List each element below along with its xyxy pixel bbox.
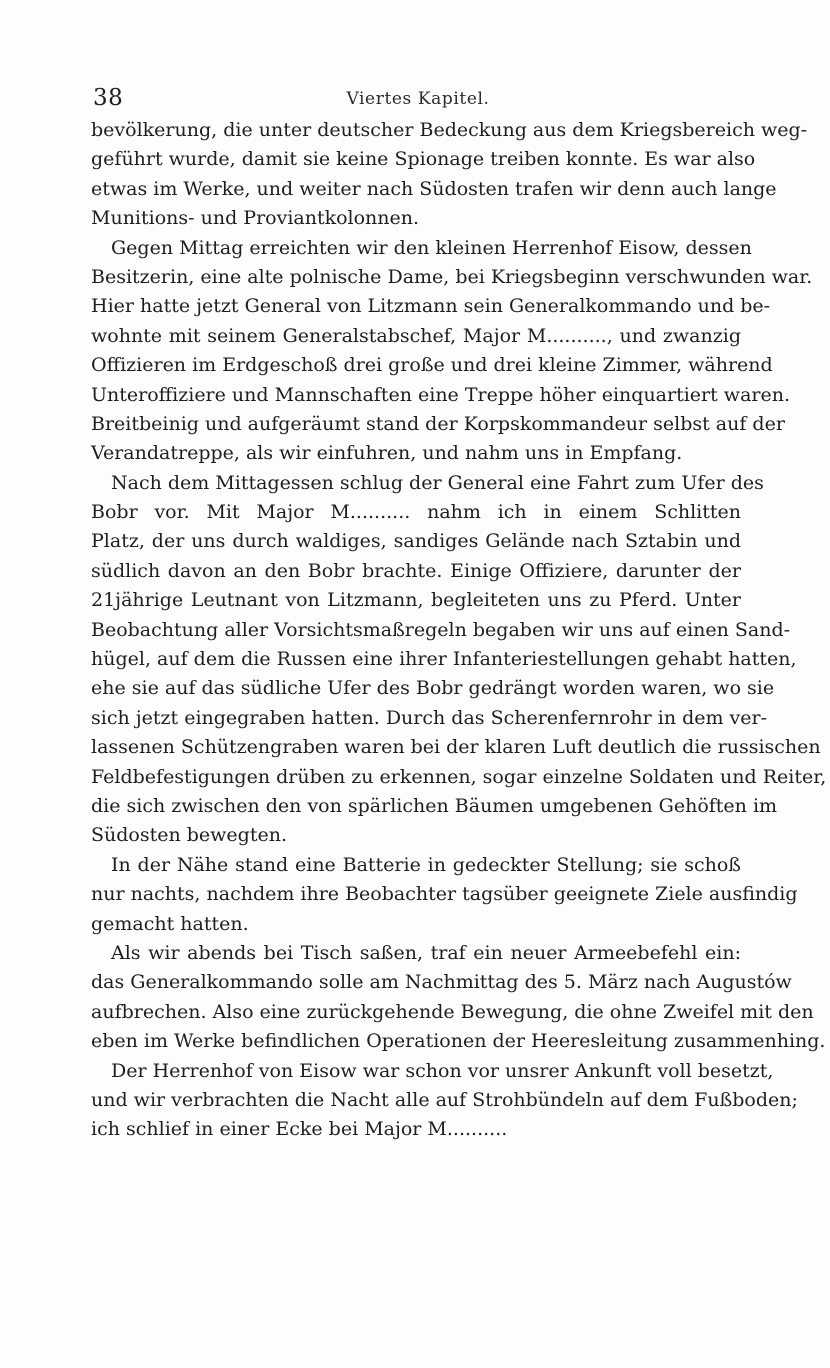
text-line: Bobr vor. Mit Major M.......... nahm ich in einem Schlitten — [91, 501, 741, 524]
text-line: eben im Werke befindlichen Operationen der Heeresleitung zusammenhing. — [91, 1030, 826, 1053]
text-line: Breitbeinig und aufgeräumt stand der Korpskommandeur selbst auf der — [91, 412, 785, 435]
text-line: Platz, der uns durch waldiges, sandiges Gelände nach Sztabin und — [91, 530, 741, 553]
text-line: Unteroffiziere und Mannschaften eine Treppe höher einquartiert waren. — [91, 383, 791, 406]
text-line: Munitions- und Proviantkolonnen. — [91, 207, 420, 230]
text-line: bevölkerung, die unter deutscher Bedeckung aus dem Kriegsbereich weg- — [91, 119, 808, 141]
text-line: wohnte mit seinem Generalstabschef, Major M.........., und zwanzig — [91, 324, 741, 347]
text-line: und wir verbrachten die Nacht alle auf Strohbündeln auf dem Fußboden; — [91, 1088, 798, 1111]
text-line: nur nachts, nachdem ihre Beobachter tagsüber geeignete Ziele ausfindig — [91, 883, 798, 906]
text-line: Nach dem Mittagessen schlug der General eine Fahrt zum Ufer des — [111, 471, 764, 494]
text-line: In der Nähe stand eine Batterie in gedeckter Stellung; sie schoß — [111, 853, 741, 876]
page-number: 38 — [93, 85, 124, 111]
paragraph — [91, 939, 826, 1057]
text-line: das Generalkommando solle am Nachmittag des 5. März nach Augustów — [91, 971, 792, 994]
text-line: Verandatreppe, als wir einfuhren, und nahm uns in Empfang. — [91, 442, 683, 465]
text-line: Als wir abends bei Tisch saßen, traf ein neuer Armeebefehl ein: — [111, 941, 741, 964]
text-line: Der Herrenhof von Eisow war schon vor unsrer Ankunft voll besetzt, — [111, 1059, 774, 1082]
text-line: Hier hatte jetzt General von Litzmann sein Generalkommando und be- — [91, 295, 771, 318]
text-line: geführt wurde, damit sie keine Spionage treiben konnte. Es war also — [91, 148, 756, 171]
text-line: Südosten bewegten. — [91, 824, 287, 847]
paragraph — [91, 116, 808, 234]
text-line: ehe sie auf das südliche Ufer des Bobr gedrängt worden waren, wo sie — [91, 677, 775, 700]
text-line: die sich zwischen den von spärlichen Bäumen umgebenen Gehöften im — [91, 794, 778, 817]
page-header — [93, 84, 743, 114]
text-line: Gegen Mittag erreichten wir den kleinen Herrenhof Eisow, dessen — [111, 236, 752, 259]
running-head: Viertes Kapitel. — [346, 89, 490, 109]
paragraph — [91, 1057, 798, 1145]
text-line: 21jährige Leutnant von Litzmann, begleiteten uns zu Pferd. Unter — [91, 589, 741, 612]
text-line: aufbrechen. Also eine zurückgehende Bewegung, die ohne Zweifel mit den — [91, 1000, 814, 1023]
text-line: gemacht hatten. — [91, 912, 249, 935]
text-line: hügel, auf dem die Russen eine ihrer Infanteriestellungen gehabt hatten, — [91, 648, 797, 671]
text-line: sich jetzt eingegraben hatten. Durch das Scherenfernrohr in dem ver- — [91, 706, 768, 729]
body-text — [91, 116, 827, 1145]
text-line: Feldbefestigungen drüben zu erkennen, sogar einzelne Soldaten und Reiter, — [91, 765, 827, 788]
text-line: Beobachtung aller Vorsichtsmaßregeln begaben wir uns auf einen Sand- — [91, 618, 791, 641]
text-line: Besitzerin, eine alte polnische Dame, bei Kriegsbeginn verschwunden war. — [91, 265, 813, 288]
text-line: Offizieren im Erdgeschoß drei große und drei kleine Zimmer, während — [91, 354, 773, 377]
paragraph — [91, 234, 813, 469]
text-line: lassenen Schützengraben waren bei der klaren Luft deutlich die russischen — [91, 736, 821, 759]
paragraph — [91, 469, 827, 851]
paragraph — [91, 851, 798, 939]
text-line: etwas im Werke, und weiter nach Südosten trafen wir denn auch lange — [91, 177, 777, 200]
text-line: ich schlief in einer Ecke bei Major M.......... — [91, 1118, 508, 1141]
text-line: südlich davon an den Bobr brachte. Einige Offiziere, darunter der — [91, 559, 741, 582]
